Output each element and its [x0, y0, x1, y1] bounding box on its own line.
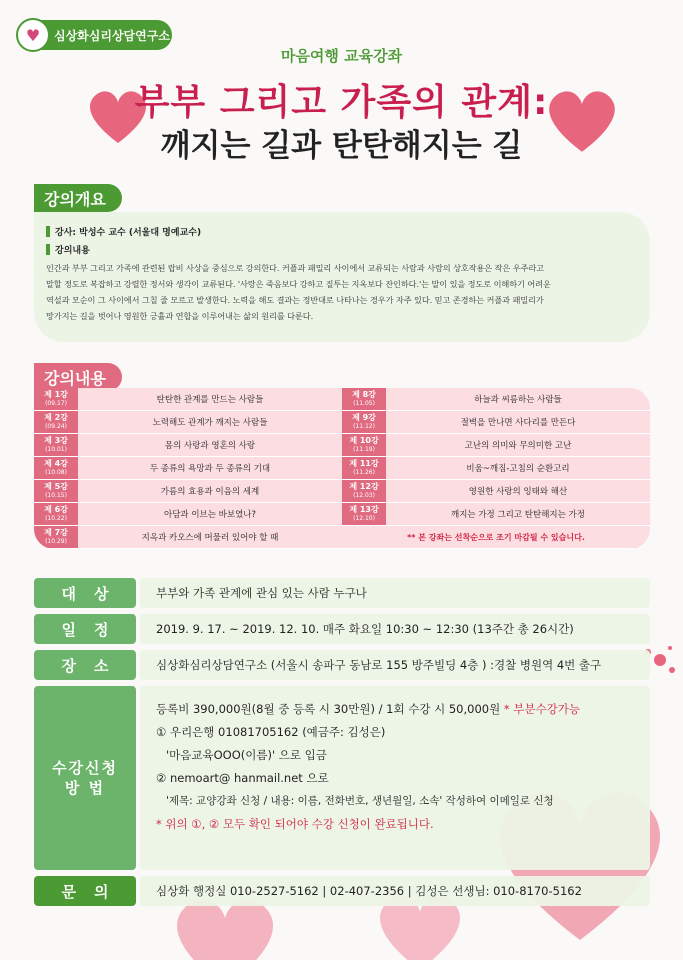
course-date: (09.24)	[45, 423, 67, 430]
bullet-bar	[46, 226, 50, 237]
overview-label: 강의개요	[34, 184, 122, 212]
course-number	[34, 526, 78, 548]
course-number	[342, 434, 386, 456]
page-title-line1: 부부 그리고 가족의 관계:	[134, 82, 549, 123]
course-number	[342, 480, 386, 502]
apply-value	[140, 686, 650, 870]
course-title: 탄탄한 관계를 만드는 사람들	[156, 395, 264, 405]
page-subtitle: 마음여행 교육강좌	[280, 47, 403, 65]
target-row	[34, 578, 650, 608]
course-table	[34, 388, 650, 549]
apply-confirm: * 위의 ①, ② 모두 확인 되어야 수강 신청이 완료됩니다.	[156, 817, 434, 831]
course-num: 제 5강	[44, 482, 68, 491]
contact-row	[34, 876, 650, 906]
course-number	[342, 503, 386, 525]
course-number	[342, 411, 386, 433]
course-number	[342, 388, 386, 410]
schedule-row	[34, 614, 650, 644]
course-title: 고난의 의미와 무의미한 고난	[464, 441, 572, 451]
schedule-label: 일정	[34, 614, 136, 644]
course-title: 두 종류의 욕망과 두 종류의 기대	[149, 464, 271, 474]
apply-email-memo: '제목: 교양강좌 신청 / 내용: 이름, 전화번호, 생년월일, 소속' 작성하여 이메일로 신청	[166, 795, 554, 807]
course-title: 가름의 효용과 이음의 세계	[160, 487, 260, 497]
course-date: (11.12)	[353, 423, 375, 430]
target-label: 대상	[34, 578, 136, 608]
contact-value: 심상화 행정실 010-2527-5162 | 02-407-2356 | 김성은 선생님: 010-8170-5162	[140, 876, 650, 906]
course-num: 제 3강	[44, 436, 68, 445]
overview-box	[34, 212, 650, 342]
org-name: 심상화심리상담연구소	[54, 28, 170, 43]
course-num: 제 9강	[352, 413, 376, 422]
apply-label-line1: 수강신청	[52, 759, 118, 777]
course-date: (11.26)	[353, 469, 375, 476]
course-title: 몸의 사랑과 영혼의 사랑	[164, 441, 256, 451]
course-num: 제 12강	[349, 482, 379, 491]
course-title: 영원한 사랑의 잉태와 해산	[468, 487, 568, 497]
course-date: (09.17)	[45, 400, 67, 407]
course-row	[34, 434, 650, 457]
courses-label: 강의내용	[34, 363, 122, 391]
course-row	[34, 526, 650, 549]
instructor-line	[46, 222, 636, 240]
course-date: (11.05)	[353, 400, 375, 407]
apply-label-line2: 방 법	[64, 779, 106, 797]
course-number	[34, 411, 78, 433]
course-num: 제 2강	[44, 413, 68, 422]
course-row	[34, 457, 650, 480]
course-row	[34, 480, 650, 503]
instructor: 강사: 박성수 교수 (서울대 명예교수)	[55, 227, 202, 238]
apply-label	[34, 686, 136, 870]
schedule-value: 2019. 9. 17. ~ 2019. 12. 10. 매주 화요일 10:30 ~ 12:30 (13주간 총 26시간)	[140, 614, 650, 644]
apply-row	[34, 686, 650, 870]
course-date: (10.29)	[45, 538, 67, 545]
course-date: (12.03)	[353, 492, 375, 499]
course-date: (12.10)	[353, 515, 375, 522]
course-num: 제 7강	[44, 528, 68, 537]
content-heading: 강의내용	[55, 245, 90, 256]
course-date: (10.15)	[45, 492, 67, 499]
course-title: 깨지는 가정 그리고 탄탄해지는 가정	[451, 510, 585, 520]
course-number	[34, 503, 78, 525]
course-num: 제 4강	[44, 459, 68, 468]
page-title-line2: 깨지는 길과 탄탄해지는 길	[160, 128, 523, 164]
course-title: 하늘과 씨름하는 사람들	[474, 395, 562, 405]
apply-fee: 등록비 390,000원(8월 중 등록 시 30만원) / 1회 수강 시 50,000원	[156, 702, 501, 716]
course-num: 제 11강	[349, 459, 379, 468]
apply-email: ② nemoart@ hanmail.net 으로	[156, 771, 329, 785]
overview-text-line: 인간과 부부 그리고 가족에 관련된 랍비 사상을 중심으로 강의한다. 커플과 패밀리 사이에서 교류되는 사람과 사람의 상호작용은 작은 우주라고	[46, 263, 544, 273]
course-title: 비움~깨짐-고침의 순환고리	[466, 464, 570, 474]
course-date: (10.08)	[45, 469, 67, 476]
course-row	[34, 411, 650, 434]
course-number	[342, 457, 386, 479]
course-date: (11.19)	[353, 446, 375, 453]
overview-text-line: 말할 정도로 복잡하고 강렬한 정서와 생각이 교류된다. '사랑은 죽음보다 강하고 질투는 지옥보다 잔인하다.'는 말이 있을 정도로 이해하기 어려운	[46, 279, 551, 289]
apply-fee-line	[156, 698, 580, 721]
course-row	[34, 388, 650, 411]
course-number	[34, 388, 78, 410]
target-value: 부부와 가족 관계에 관심 있는 사람 누구나	[140, 578, 650, 608]
apply-fee-note: * 부분수강가능	[503, 702, 580, 716]
course-number	[34, 457, 78, 479]
course-date: (10.01)	[45, 446, 67, 453]
course-number	[34, 480, 78, 502]
place-label: 장소	[34, 650, 136, 680]
overview-text-line: 역설과 모순이 그 사이에서 그칠 줄 모르고 발생한다. 노력을 해도 결과는 정반대로 나타나는 경우가 자주 있다. 믿고 존경하는 커플과 패밀리가	[46, 295, 544, 305]
overview-text-line: 망가지는 길을 벗어나 영원한 긍휼과 연합을 이루어내는 삶의 원리를 다룬다.	[46, 311, 314, 321]
apply-bank: ① 우리은행 01081705162 (예금주: 김성은)	[156, 725, 386, 739]
heart-logo-icon: ♥	[16, 18, 50, 52]
overview-text	[46, 260, 636, 324]
contact-label: 문의	[34, 876, 136, 906]
course-title: 아담과 이브는 바보였나?	[163, 510, 257, 520]
course-note: ** 본 강좌는 선착순으로 조기 마감될 수 있습니다.	[407, 532, 585, 542]
course-num: 제 10강	[349, 436, 379, 445]
course-num: 제 1강	[44, 390, 68, 399]
course-num: 제 13강	[349, 505, 379, 514]
bullet-bar	[46, 244, 50, 255]
course-num: 제 6강	[44, 505, 68, 514]
course-title: 절벽을 만나면 사다리를 만든다	[460, 418, 576, 428]
course-num: 제 8강	[352, 390, 376, 399]
course-title: 지옥과 카오스에 머물러 있어야 할 때	[141, 533, 279, 543]
content-heading-line	[46, 240, 636, 258]
course-row	[34, 503, 650, 526]
course-title: 노력해도 관계가 깨지는 사람들	[152, 418, 268, 428]
course-number	[34, 434, 78, 456]
place-row	[34, 650, 650, 680]
place-value: 심상화심리상담연구소 (서울시 송파구 동남로 155 방주빌딩 4층 ) :경찰 병원역 4번 출구	[140, 650, 650, 680]
apply-bank-memo: '마음교육OOO(이름)' 으로 입금	[166, 748, 327, 762]
course-date: (10.22)	[45, 515, 67, 522]
